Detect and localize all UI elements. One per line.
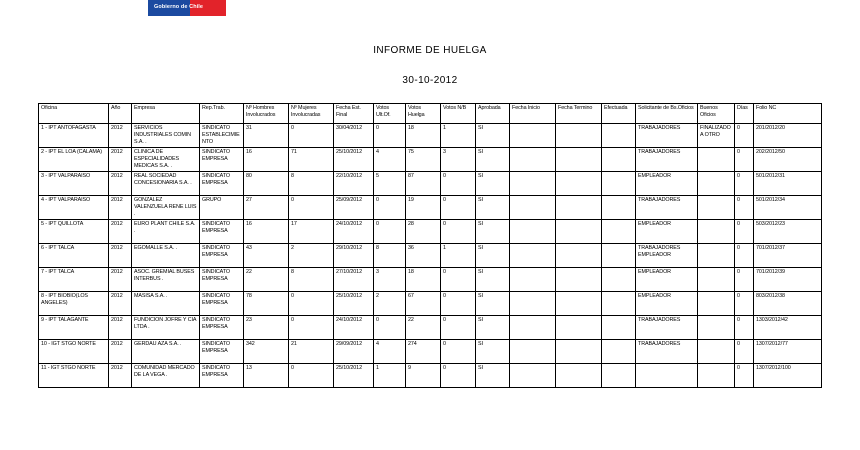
table-cell: 13 xyxy=(244,364,289,388)
table-cell: 2012 xyxy=(109,148,132,172)
column-header: Fecha Inicio xyxy=(510,104,556,124)
table-cell: 1 xyxy=(441,124,476,148)
table-cell: 0 xyxy=(374,220,406,244)
table-cell xyxy=(556,268,602,292)
table-cell: 342 xyxy=(244,340,289,364)
table-cell: FINALIZADO A OTRO xyxy=(698,124,735,148)
table-cell xyxy=(698,172,735,196)
table-cell: MASISA S.A. . xyxy=(132,292,200,316)
table-cell: 0 xyxy=(441,268,476,292)
table-cell: 4 xyxy=(374,148,406,172)
table-cell xyxy=(602,292,636,316)
table-row xyxy=(39,244,822,268)
table-cell: 9 - IPT TALAGANTE xyxy=(39,316,109,340)
table-row xyxy=(39,364,822,388)
table-cell: 27 xyxy=(244,196,289,220)
table-cell: COMUNIDAD MERCADO DE LA VEGA . xyxy=(132,364,200,388)
table-cell xyxy=(602,244,636,268)
table-cell xyxy=(556,340,602,364)
table-cell xyxy=(602,172,636,196)
table-cell xyxy=(556,196,602,220)
table-cell: 4 xyxy=(374,340,406,364)
table-cell: CLINICA DE ESPECIALIDADES MEDICAS S.A. . xyxy=(132,148,200,172)
table-cell: 24/10/2012 xyxy=(334,316,374,340)
table-cell: 8 - IPT BIOBIO(LOS ANGELES) xyxy=(39,292,109,316)
table-cell: SI xyxy=(476,172,510,196)
table-cell xyxy=(602,364,636,388)
table-cell: 22/10/2012 xyxy=(334,172,374,196)
table-cell: SINDICATO EMPRESA xyxy=(200,220,244,244)
table-cell: 0 xyxy=(289,292,334,316)
table-cell: 2 xyxy=(289,244,334,268)
table-cell: SINDICATO EMPRESA xyxy=(200,148,244,172)
table-cell: SI xyxy=(476,244,510,268)
table-cell: SI xyxy=(476,340,510,364)
table-cell: 17 xyxy=(289,220,334,244)
table-cell: 11 - IGT STGO NORTE xyxy=(39,364,109,388)
table-cell: 1 xyxy=(441,244,476,268)
table-cell xyxy=(510,244,556,268)
table-cell: 22 xyxy=(244,268,289,292)
table-cell: 19 xyxy=(406,196,441,220)
table-cell: 0 xyxy=(289,364,334,388)
table-cell xyxy=(510,220,556,244)
table-cell: SI xyxy=(476,316,510,340)
table-cell: 1303/2012/42 xyxy=(754,316,822,340)
table-row xyxy=(39,220,822,244)
table-cell: 29/09/2012 xyxy=(334,340,374,364)
table-row xyxy=(39,340,822,364)
table-cell: 1 xyxy=(374,364,406,388)
table-cell: 2012 xyxy=(109,364,132,388)
table-cell: 2012 xyxy=(109,292,132,316)
table-cell: 701/2012/37 xyxy=(754,244,822,268)
table-cell: 87 xyxy=(406,172,441,196)
table-cell: 3 xyxy=(441,148,476,172)
column-header: Año xyxy=(109,104,132,124)
table-cell: 25/10/2012 xyxy=(334,148,374,172)
table-cell: 22 xyxy=(406,316,441,340)
table-cell xyxy=(556,148,602,172)
table-cell: 0 xyxy=(735,340,754,364)
table-cell xyxy=(510,124,556,148)
table-cell: SI xyxy=(476,148,510,172)
table-cell xyxy=(510,316,556,340)
table-cell: 1307/2012/77 xyxy=(754,340,822,364)
table-cell: 2012 xyxy=(109,124,132,148)
table-cell: 0 xyxy=(289,196,334,220)
table-cell: 2 xyxy=(374,292,406,316)
table-cell: SINDICATO EMPRESA xyxy=(200,292,244,316)
table-cell: SINDICATO EMPRESA xyxy=(200,340,244,364)
table-cell: 18 xyxy=(406,268,441,292)
table-cell: 18 xyxy=(406,124,441,148)
table-cell: 701/2012/39 xyxy=(754,268,822,292)
column-header: Buenos Oficios xyxy=(698,104,735,124)
table-cell: 0 xyxy=(374,316,406,340)
table-cell: SI xyxy=(476,292,510,316)
table-cell xyxy=(698,292,735,316)
table-cell: 0 xyxy=(735,292,754,316)
table-cell: 0 xyxy=(735,364,754,388)
table-cell: 7 - IPT TALCA xyxy=(39,268,109,292)
table-cell: 0 xyxy=(735,172,754,196)
table-cell: REAL SOCIEDAD CONCESIONARIA S.A. . xyxy=(132,172,200,196)
column-header: Nº Mujeres Involucradas xyxy=(289,104,334,124)
table-cell: 16 xyxy=(244,220,289,244)
table-cell: 0 xyxy=(441,172,476,196)
column-header: Fecha Est. Final xyxy=(334,104,374,124)
table-cell: SI xyxy=(476,124,510,148)
table-cell: 0 xyxy=(735,196,754,220)
table-cell: 36 xyxy=(406,244,441,268)
table-cell xyxy=(602,316,636,340)
table-row xyxy=(39,316,822,340)
table-cell: 21 xyxy=(289,340,334,364)
table-cell: 0 xyxy=(735,316,754,340)
table-cell: SI xyxy=(476,268,510,292)
table-cell: 28 xyxy=(406,220,441,244)
table-cell: 6 - IPT TALCA xyxy=(39,244,109,268)
table-cell xyxy=(556,364,602,388)
table-cell xyxy=(510,268,556,292)
table-cell: 67 xyxy=(406,292,441,316)
table-cell: GERDAU AZA S.A. . xyxy=(132,340,200,364)
table-cell: 0 xyxy=(735,148,754,172)
table-cell: GONZALEZ VALENZUELA RENE LUIS . xyxy=(132,196,200,220)
table-cell: 2012 xyxy=(109,196,132,220)
table-cell: 27/10/2012 xyxy=(334,268,374,292)
report-title: INFORME DE HUELGA xyxy=(373,45,487,56)
table-cell xyxy=(556,172,602,196)
table-row xyxy=(39,292,822,316)
table-cell: 274 xyxy=(406,340,441,364)
table-cell: 0 xyxy=(374,124,406,148)
table-cell xyxy=(510,364,556,388)
table-cell: 803/2012/38 xyxy=(754,292,822,316)
table-cell xyxy=(510,292,556,316)
column-header: Votos N/B xyxy=(441,104,476,124)
table-cell: 71 xyxy=(289,148,334,172)
table-cell: 80 xyxy=(244,172,289,196)
table-cell: TRABAJADORES xyxy=(636,340,698,364)
logo-text: Gobierno de Chile xyxy=(154,4,204,10)
table-cell: 201/2012/20 xyxy=(754,124,822,148)
table-cell xyxy=(556,244,602,268)
table-cell: SI xyxy=(476,196,510,220)
table-row xyxy=(39,124,822,148)
table-cell xyxy=(556,316,602,340)
table-cell: 0 xyxy=(441,316,476,340)
table-cell: 2012 xyxy=(109,220,132,244)
table-cell: 2012 xyxy=(109,244,132,268)
table-cell: 9 xyxy=(406,364,441,388)
table-cell: 31 xyxy=(244,124,289,148)
table-cell xyxy=(510,172,556,196)
table-cell: SINDICATO EMPRESA xyxy=(200,172,244,196)
table-cell: GRUPO xyxy=(200,196,244,220)
table-cell: 2012 xyxy=(109,340,132,364)
table-cell: TRABAJADORES EMPLEADOR xyxy=(636,244,698,268)
column-header: Fecha Termino xyxy=(556,104,602,124)
column-header: Empresa xyxy=(132,104,200,124)
table-cell: 24/10/2012 xyxy=(334,220,374,244)
table-cell xyxy=(602,196,636,220)
table-cell: 78 xyxy=(244,292,289,316)
table-cell: 0 xyxy=(735,220,754,244)
table-cell: 501/2012/34 xyxy=(754,196,822,220)
table-cell xyxy=(510,196,556,220)
table-cell: 2012 xyxy=(109,316,132,340)
table-cell: SINDICATO EMPRESA xyxy=(200,268,244,292)
table-cell xyxy=(556,220,602,244)
report-date: 30-10-2012 xyxy=(402,75,458,86)
column-header: Aprobada xyxy=(476,104,510,124)
table-row xyxy=(39,172,822,196)
table-cell: SI xyxy=(476,220,510,244)
strike-report-table xyxy=(38,103,822,388)
table-cell: 0 xyxy=(441,220,476,244)
table-cell: FUNDICION JOFRE Y CIA LTDA . xyxy=(132,316,200,340)
column-header: Rep.Trab. xyxy=(200,104,244,124)
table-cell: 3 - IPT VALPARAISO xyxy=(39,172,109,196)
table-cell xyxy=(602,340,636,364)
table-cell: TRABAJADORES xyxy=(636,316,698,340)
table-cell: SINDICATO EMPRESA xyxy=(200,244,244,268)
column-header: Nº Hombres Involucrados xyxy=(244,104,289,124)
table-cell: 29/10/2012 xyxy=(334,244,374,268)
table-cell: EMPLEADOR xyxy=(636,220,698,244)
table-cell xyxy=(602,220,636,244)
table-cell: SI xyxy=(476,364,510,388)
table-cell: 1 - IPT ANTOFAGASTA xyxy=(39,124,109,148)
table-row xyxy=(39,196,822,220)
table-cell: 0 xyxy=(289,316,334,340)
table-cell xyxy=(602,124,636,148)
table-cell xyxy=(698,268,735,292)
table-cell xyxy=(698,316,735,340)
table-cell: 501/2012/31 xyxy=(754,172,822,196)
table-cell: 25/10/2012 xyxy=(334,292,374,316)
table-cell: 25/10/2012 xyxy=(334,364,374,388)
table-cell: 202/2012/50 xyxy=(754,148,822,172)
table-cell xyxy=(698,196,735,220)
table-header-row xyxy=(39,104,822,124)
table-cell xyxy=(698,340,735,364)
table-cell: EURO PLANT CHILE S.A. . xyxy=(132,220,200,244)
table-cell xyxy=(698,244,735,268)
table-cell: SINDICATO EMPRESA xyxy=(200,316,244,340)
column-header: Folio NC xyxy=(754,104,822,124)
table-cell xyxy=(556,124,602,148)
table-cell: 1307/2012/100 xyxy=(754,364,822,388)
table-cell: 5 - IPT QUILLOTA xyxy=(39,220,109,244)
table-cell: 0 xyxy=(441,196,476,220)
table-cell: EGOMALLE S.A. . xyxy=(132,244,200,268)
table-cell: 0 xyxy=(441,364,476,388)
column-header: Días xyxy=(735,104,754,124)
table-cell: TRABAJADORES xyxy=(636,196,698,220)
table-cell: 2 - IPT EL LOA (CALAMA) xyxy=(39,148,109,172)
table-cell: 5 xyxy=(374,172,406,196)
table-cell: EMPLEADOR xyxy=(636,292,698,316)
table-cell xyxy=(602,268,636,292)
table-cell: 0 xyxy=(735,268,754,292)
table-cell xyxy=(510,340,556,364)
table-cell: 16 xyxy=(244,148,289,172)
column-header: Votos Huelga xyxy=(406,104,441,124)
table-cell: 25/09/2012 xyxy=(334,196,374,220)
table-cell xyxy=(698,364,735,388)
table-row xyxy=(39,148,822,172)
table-cell: 4 - IPT VALPARAISO xyxy=(39,196,109,220)
table-cell xyxy=(602,148,636,172)
table-cell: ASOC. GREMIAL BUSES INTERBUS . xyxy=(132,268,200,292)
table-cell: 0 xyxy=(289,124,334,148)
table-cell: SERVICIOS INDUSTRIALES COMIN S.A. . xyxy=(132,124,200,148)
table-cell xyxy=(556,292,602,316)
table-cell xyxy=(636,364,698,388)
table-cell: 75 xyxy=(406,148,441,172)
table-cell: EMPLEADOR xyxy=(636,172,698,196)
table-cell: 10 - IGT STGO NORTE xyxy=(39,340,109,364)
table-cell: 503/2012/23 xyxy=(754,220,822,244)
table-cell: 0 xyxy=(374,196,406,220)
table-cell: 8 xyxy=(374,244,406,268)
table-cell: 0 xyxy=(735,124,754,148)
table-cell xyxy=(698,148,735,172)
column-header: Oficina xyxy=(39,104,109,124)
table-cell: 8 xyxy=(289,172,334,196)
table-cell: TRABAJADORES xyxy=(636,124,698,148)
table-cell: 2012 xyxy=(109,268,132,292)
table-cell xyxy=(510,148,556,172)
table-row xyxy=(39,268,822,292)
table-cell: 0 xyxy=(441,340,476,364)
table-cell: SINDICATO EMPRESA xyxy=(200,364,244,388)
column-header: Solicitante de Bs.Oficios xyxy=(636,104,698,124)
table-cell: 43 xyxy=(244,244,289,268)
table-cell: 0 xyxy=(735,244,754,268)
table-cell: 0 xyxy=(441,292,476,316)
column-header: Votos Ult.Of. xyxy=(374,104,406,124)
table-cell xyxy=(698,220,735,244)
table-cell: 8 xyxy=(289,268,334,292)
gobierno-logo xyxy=(148,0,226,16)
table-cell: 3 xyxy=(374,268,406,292)
table-cell: SINDICATO ESTABLECIMIENTO xyxy=(200,124,244,148)
table-cell: EMPLEADOR xyxy=(636,268,698,292)
table-cell: 30/04/2012 xyxy=(334,124,374,148)
table-cell: 2012 xyxy=(109,172,132,196)
table-cell: 23 xyxy=(244,316,289,340)
table-cell: TRABAJADORES xyxy=(636,148,698,172)
column-header: Efectuada xyxy=(602,104,636,124)
